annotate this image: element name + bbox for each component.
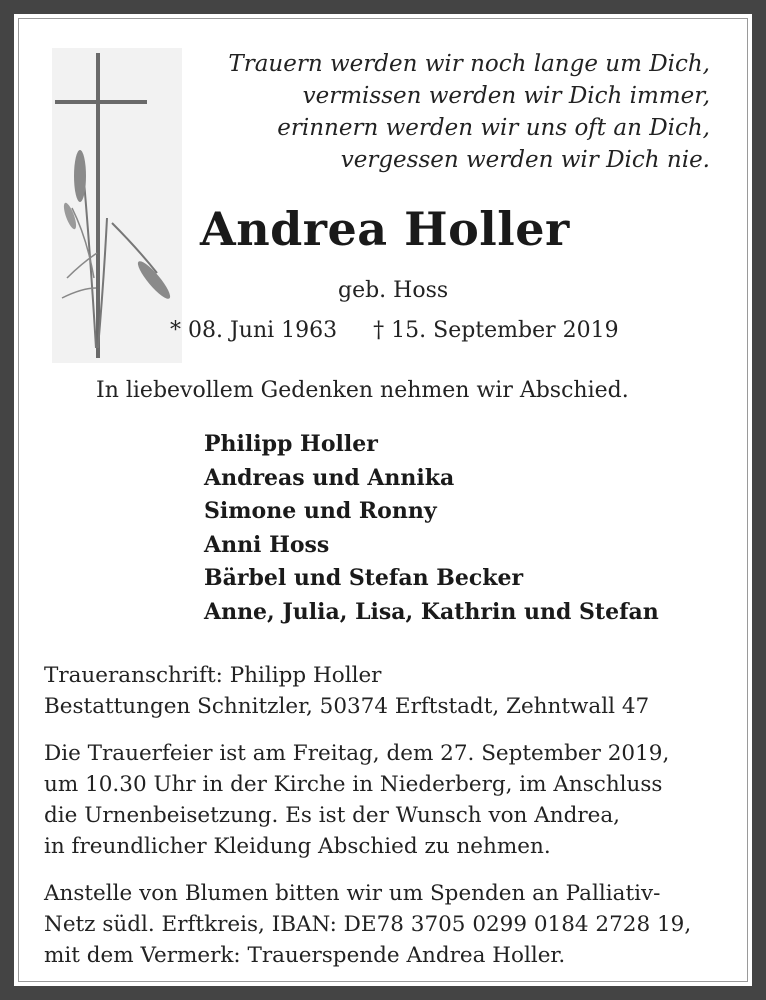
poem-line: Trauern werden wir noch lange um Dich,	[228, 51, 710, 77]
maiden-name: geb. Hoss	[338, 278, 449, 303]
death-date: † 15. September 2019	[373, 318, 619, 343]
birth-date: * 08. Juni 1963	[170, 318, 338, 343]
address-line: Bestattungen Schnitzler, 50374 Erftstadt, Zehntwall 47	[44, 694, 650, 719]
donation-line: Netz südl. Erftkreis, IBAN: DE78 3705 0299 0184 2728 19,	[44, 912, 692, 937]
farewell-text: In liebevollem Gedenken nehmen wir Abschied.	[96, 378, 629, 403]
cross-wheat-emblem	[52, 48, 182, 363]
mourning-address	[44, 660, 649, 722]
address-line: Traueranschrift: Philipp Holler	[44, 663, 382, 688]
donation-info	[44, 878, 691, 971]
poem	[228, 48, 710, 176]
mourner: Simone und Ronny	[204, 498, 437, 524]
service-info	[44, 738, 669, 862]
poem-line: erinnern werden wir uns oft an Dich,	[277, 115, 710, 141]
poem-line: vergessen werden wir Dich nie.	[340, 147, 710, 173]
service-line: die Urnenbeisetzung. Es ist der Wunsch von Andrea,	[44, 803, 621, 828]
mourner: Bärbel und Stefan Becker	[204, 565, 524, 591]
life-dates	[170, 318, 619, 343]
donation-line: Anstelle von Blumen bitten wir um Spenden an Palliativ-	[44, 881, 661, 906]
obituary-card	[14, 14, 752, 986]
mourner: Philipp Holler	[204, 431, 378, 457]
service-line: Die Trauerfeier ist am Freitag, dem 27. September 2019,	[44, 741, 670, 766]
cross-wheat-icon	[52, 48, 182, 363]
service-line: um 10.30 Uhr in der Kirche in Niederberg, im Anschluss	[44, 772, 663, 797]
mourner: Anni Hoss	[204, 531, 330, 558]
mourner: Andreas und Annika	[204, 464, 455, 491]
poem-line: vermissen werden wir Dich immer,	[302, 83, 710, 109]
mourner: Anne, Julia, Lisa, Kathrin und Stefan	[204, 598, 659, 625]
deceased-name: Andrea Holler	[200, 202, 570, 256]
donation-line: mit dem Vermerk: Trauerspende Andrea Holler.	[44, 943, 566, 968]
service-line: in freundlicher Kleidung Abschied zu nehmen.	[44, 834, 551, 859]
mourners-list	[204, 428, 659, 629]
